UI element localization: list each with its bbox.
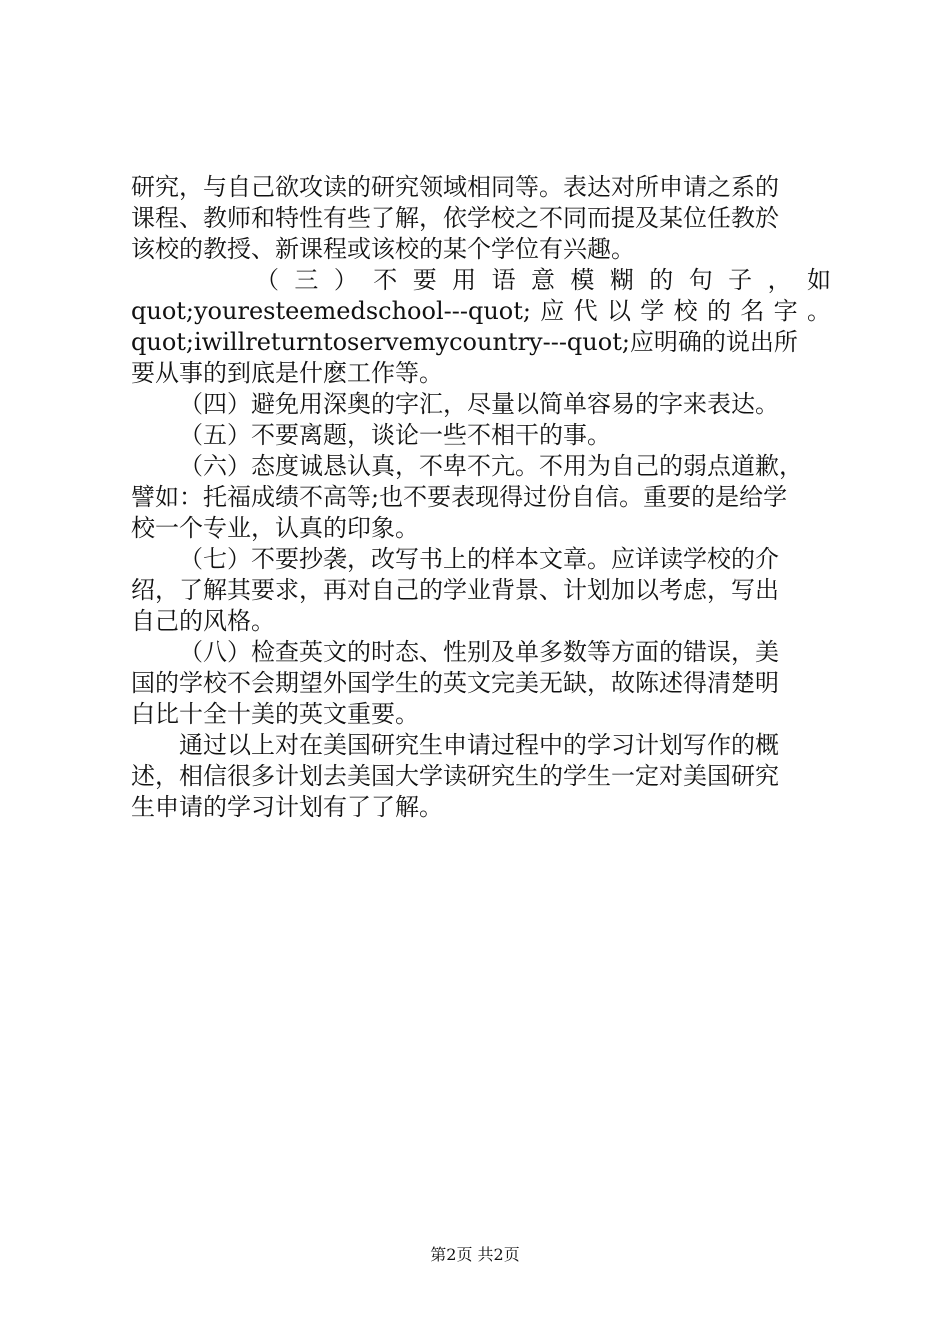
text-line: 譬如：托福成绩不高等;也不要表现得过份自信。重要的是给学 [131, 483, 788, 511]
text-line: （八）检查英文的时态、性别及单多数等方面的错误，美 [179, 638, 779, 666]
text-line: 自己的风格。 [131, 607, 275, 635]
text-line: 国的学校不会期望外国学生的英文完美无缺，故陈述得清楚明 [131, 669, 779, 697]
text-line: （三）不要用语意模糊的句子，如 [255, 266, 831, 294]
text-line: 白比十全十美的英文重要。 [131, 700, 419, 728]
text-line: quot;iwillreturntoservemycountry---quot;应明确的说出所 [131, 328, 798, 356]
text-line: （七）不要抄袭，改写书上的样本文章。应详读学校的介 [179, 545, 779, 573]
text-line: 绍，了解其要求，再对自己的学业背景、计划加以考虑，写出 [131, 576, 779, 604]
text-line: （六）态度诚恳认真，不卑不亢。不用为自己的弱点道歉， [179, 452, 803, 480]
document-body [131, 172, 831, 823]
page-footer [0, 1245, 950, 1265]
text-line: （四）避免用深奥的字汇，尽量以简单容易的字来表达。 [179, 390, 779, 418]
text-line: （五）不要离题，谈论一些不相干的事。 [179, 421, 611, 449]
text-line: 该校的教授、新课程或该校的某个学位有兴趣。 [131, 235, 635, 263]
text-line: 通过以上对在美国研究生申请过程中的学习计划写作的概 [179, 731, 779, 759]
text-line: quot;youresteemedschool---quot;应代以学校的名字。 [131, 297, 831, 325]
text-line: 校一个专业，认真的印象。 [131, 514, 419, 542]
text-line: 述，相信很多计划去美国大学读研究生的学生一定对美国研究 [131, 762, 779, 790]
text-line: 生申请的学习计划有了了解。 [131, 793, 443, 821]
text-line: 课程、教师和特性有些了解，依学校之不同而提及某位任教於 [131, 204, 779, 232]
text-line: 要从事的到底是什麽工作等。 [131, 359, 443, 387]
page-number-label: 第2页 共2页 [430, 1245, 520, 1264]
text-line: 研究，与自己欲攻读的研究领域相同等。表达对所申请之系的 [131, 173, 779, 201]
